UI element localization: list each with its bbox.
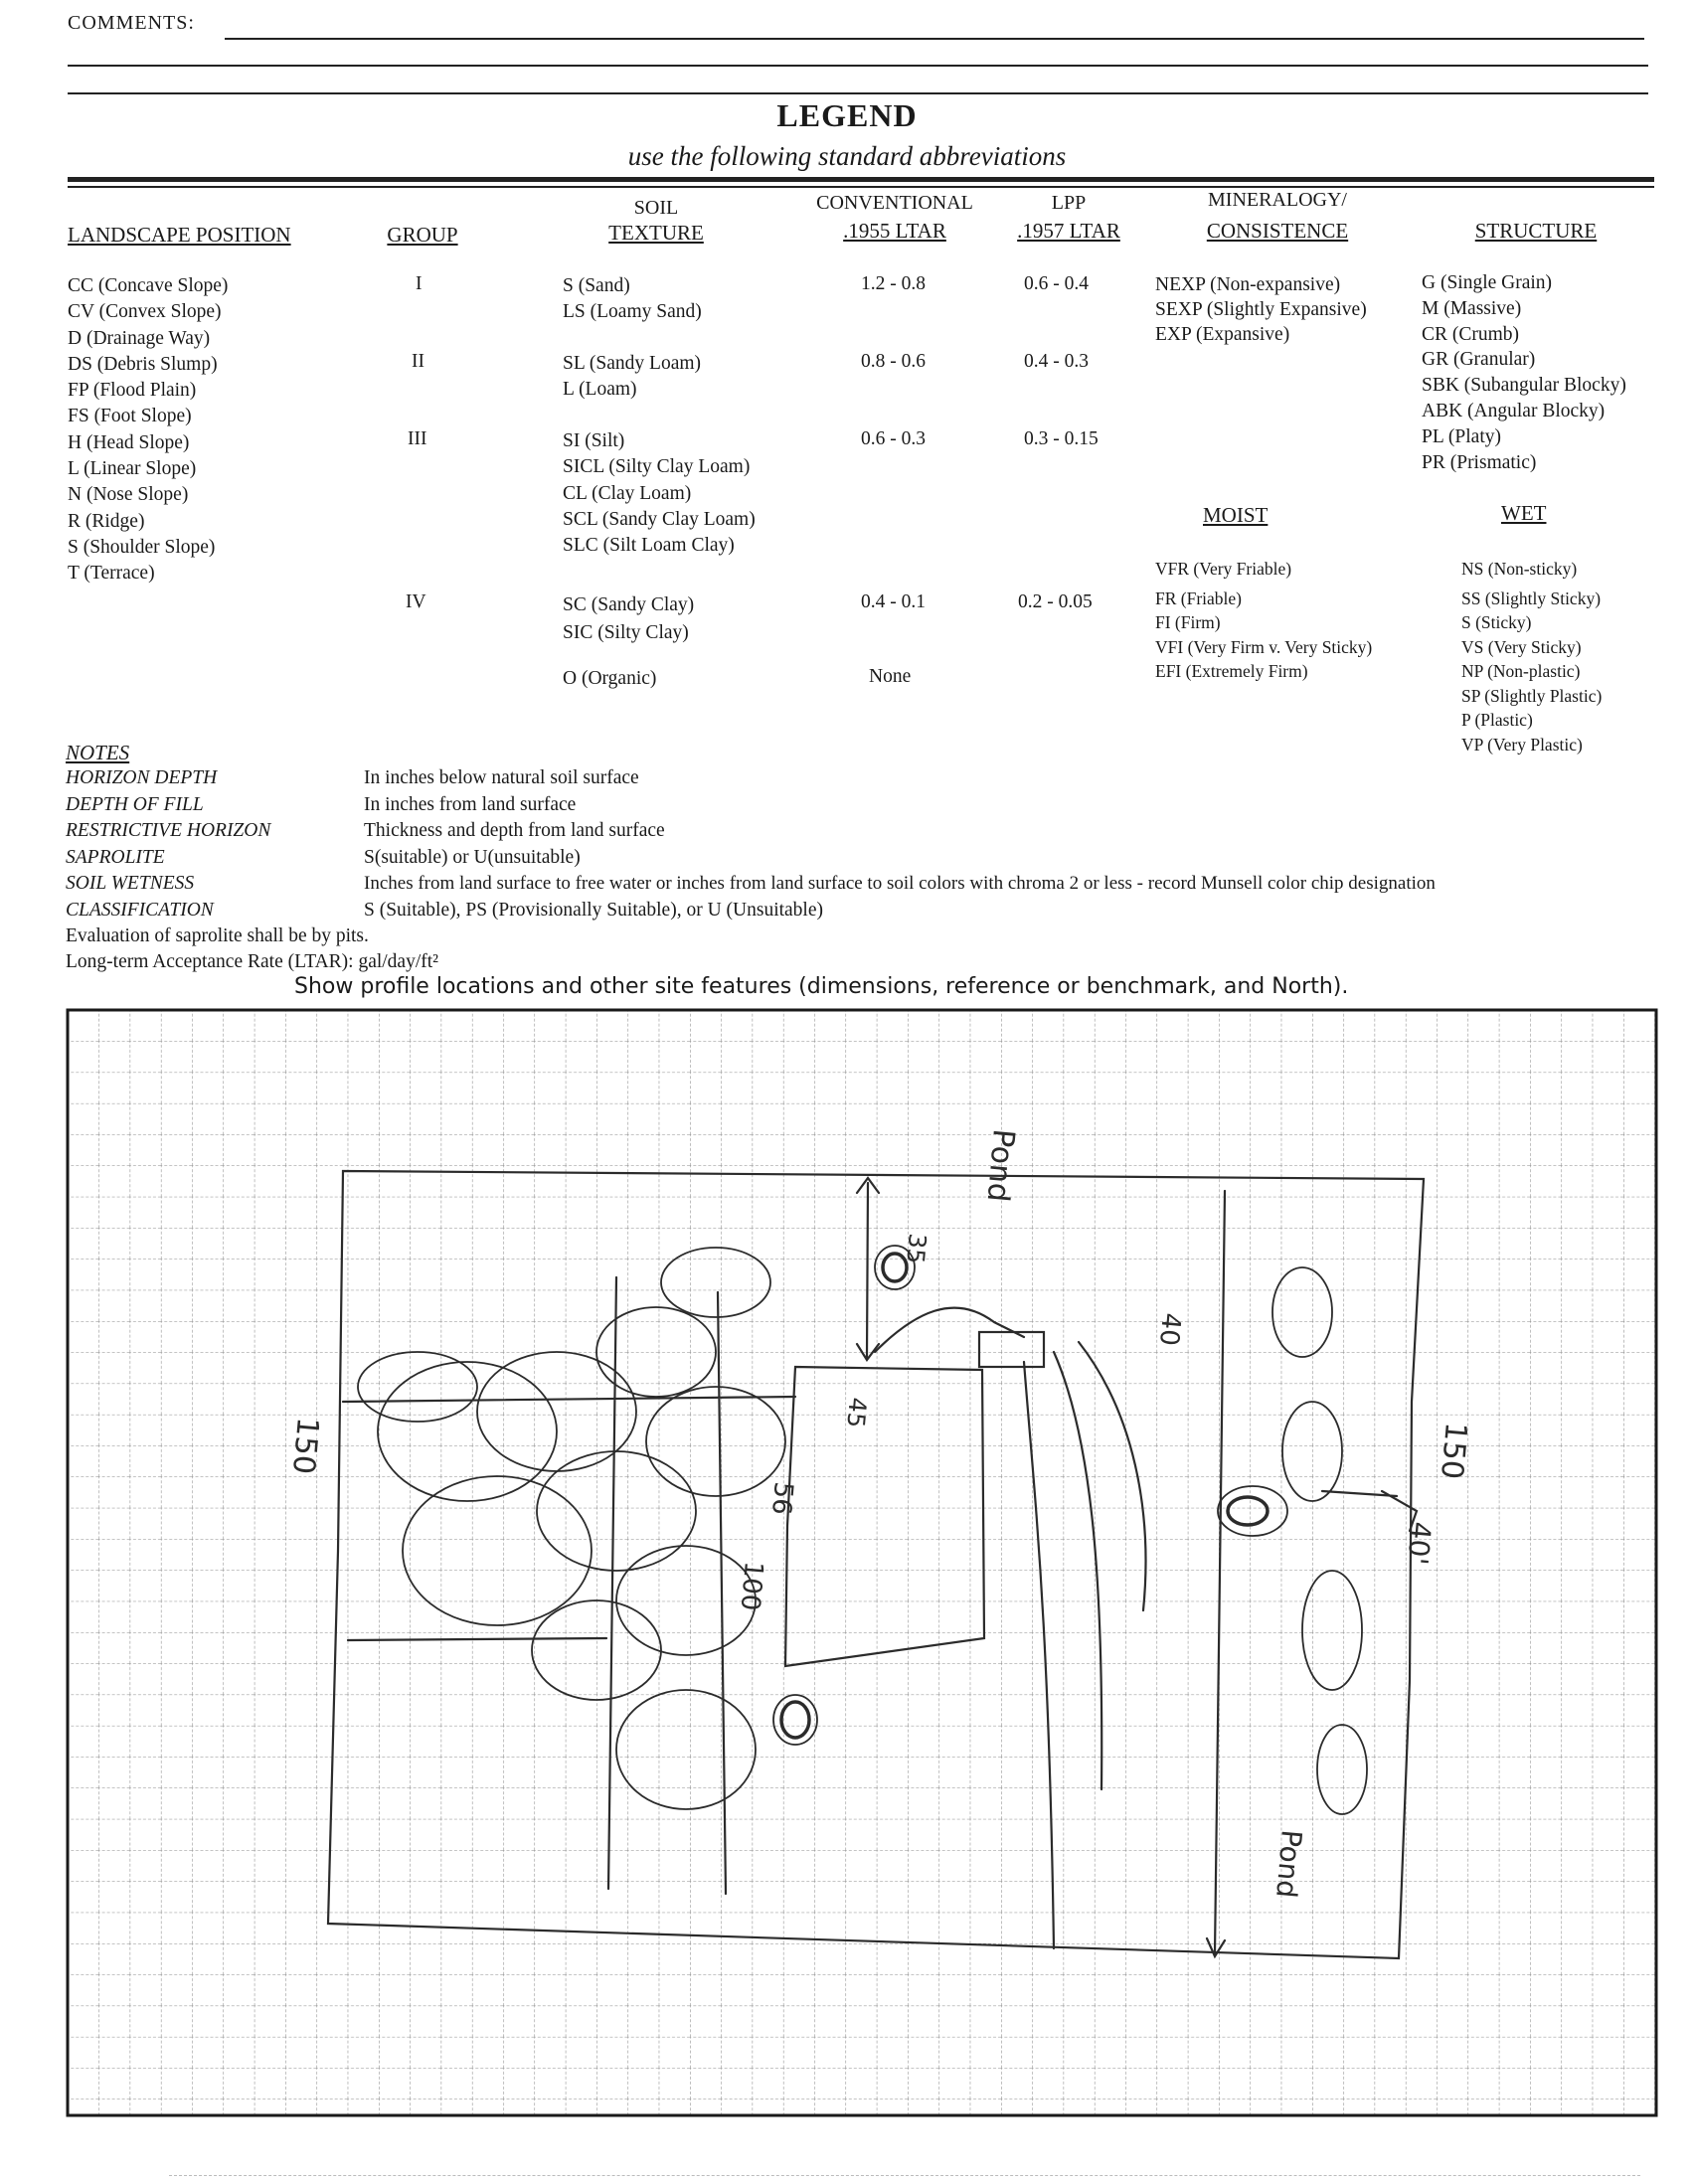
texture-organic: O (Organic) — [563, 668, 657, 689]
list-item: S (Sticky) — [1461, 612, 1532, 632]
note-value-depth-of-fill: In inches from land surface — [364, 793, 577, 815]
conventional-ltar-2: 0.8 - 0.6 — [861, 351, 926, 372]
list-item: CR (Crumb) — [1422, 323, 1520, 345]
list-item: FI (Firm) — [1155, 612, 1221, 632]
list-item: S (Shoulder Slope) — [68, 536, 216, 558]
list-item: LS (Loamy Sand) — [563, 301, 702, 323]
site-instruction: Show profile locations and other site features (dimensions, reference or benchmark, and North). — [294, 974, 1349, 999]
label-35: 35 — [901, 1232, 932, 1265]
legend-subtitle: use the following standard abbreviations — [627, 141, 1067, 171]
header-mineralogy-top: MINERALOGY/ — [1208, 189, 1347, 211]
list-item: D (Drainage Way) — [68, 327, 211, 349]
list-item: SICL (Silty Clay Loam) — [563, 456, 751, 478]
list-item: FP (Flood Plain) — [68, 380, 197, 402]
list-item: PR (Prismatic) — [1422, 451, 1537, 473]
list-item: T (Terrace) — [68, 563, 155, 585]
label-40-right: 40' — [1401, 1520, 1438, 1567]
note-label-saprolite: SAPROLITE — [66, 846, 165, 868]
list-item: SEXP (Slightly Expansive) — [1155, 299, 1367, 320]
header-lpp-top: LPP — [1051, 192, 1087, 214]
list-item: VFR (Very Friable) — [1155, 559, 1292, 579]
list-item: SIC (Silty Clay) — [563, 622, 689, 643]
ltar-note: Long-term Acceptance Rate (LTAR): gal/day/ft² — [66, 951, 439, 972]
header-group: GROUP — [387, 223, 458, 247]
list-item: SBK (Subangular Blocky) — [1422, 375, 1626, 397]
list-item: CC (Concave Slope) — [68, 275, 229, 296]
header-soil-top: SOIL — [633, 197, 679, 219]
list-item: P (Plastic) — [1461, 710, 1533, 730]
list-item: VS (Very Sticky) — [1461, 636, 1582, 657]
group-4: IV — [406, 591, 426, 612]
note-label-horizon-depth: HORIZON DEPTH — [66, 767, 218, 788]
list-item: FR (Friable) — [1155, 588, 1243, 608]
label-100: 100 — [734, 1560, 768, 1612]
list-item: VP (Very Plastic) — [1461, 734, 1583, 755]
header-lpp-ltar: .1957 LTAR — [1017, 219, 1120, 243]
list-item: PL (Platy) — [1422, 425, 1501, 447]
saprolite-note: Evaluation of saprolite shall be by pits. — [66, 925, 369, 946]
list-item: H (Head Slope) — [68, 431, 190, 453]
header-conventional-ltar: .1955 LTAR — [843, 219, 946, 243]
list-item: VFI (Very Firm v. Very Sticky) — [1155, 636, 1373, 657]
list-item: ABK (Angular Blocky) — [1422, 400, 1606, 421]
list-item: SCL (Sandy Clay Loam) — [563, 508, 756, 530]
conventional-ltar-1: 1.2 - 0.8 — [861, 273, 926, 294]
note-value-soil-wetness: Inches from land surface to free water or inches from land surface to soil colors with chroma 2 or less - record Munsell color chip designation — [364, 873, 1436, 894]
list-item: DS (Debris Slump) — [68, 353, 218, 375]
note-value-horizon-depth: In inches below natural soil surface — [364, 767, 639, 788]
header-consistence: CONSISTENCE — [1206, 219, 1349, 243]
list-item: CL (Clay Loam) — [563, 482, 692, 504]
list-item: SI (Silt) — [563, 430, 625, 451]
conventional-ltar-organic: None — [869, 666, 912, 687]
note-value-saprolite: S(suitable) or U(unsuitable) — [364, 846, 581, 868]
group-3: III — [408, 428, 427, 449]
list-item: EXP (Expansive) — [1155, 324, 1290, 345]
conventional-ltar-3: 0.6 - 0.3 — [861, 428, 926, 449]
list-item: SL (Sandy Loam) — [563, 353, 702, 374]
lpp-ltar-1: 0.6 - 0.4 — [1024, 273, 1089, 294]
list-item: CV (Convex Slope) — [68, 301, 222, 323]
lpp-ltar-4: 0.2 - 0.05 — [1018, 591, 1093, 612]
header-moist: MOIST — [1203, 503, 1269, 527]
header-wet: WET — [1501, 501, 1547, 525]
list-item: GR (Granular) — [1422, 349, 1536, 371]
list-item: L (Linear Slope) — [68, 458, 197, 480]
header-soil-texture: TEXTURE — [608, 221, 704, 245]
conventional-ltar-4: 0.4 - 0.1 — [861, 591, 926, 612]
label-150-right: 150 — [1434, 1421, 1473, 1481]
note-value-restrictive-horizon: Thickness and depth from land surface — [364, 820, 665, 841]
lpp-ltar-2: 0.4 - 0.3 — [1024, 351, 1089, 372]
header-structure: STRUCTURE — [1474, 219, 1598, 243]
list-item: NP (Non-plastic) — [1461, 661, 1581, 681]
note-label-restrictive-horizon: RESTRICTIVE HORIZON — [66, 820, 271, 841]
label-40-top: 40 — [1153, 1311, 1186, 1347]
group-2: II — [412, 351, 424, 372]
note-label-classification: CLASSIFICATION — [66, 899, 214, 921]
list-item: EFI (Extremely Firm) — [1155, 661, 1308, 681]
group-1: I — [416, 273, 423, 294]
scan-edge — [169, 2175, 1640, 2177]
notes-title: NOTES — [66, 741, 130, 764]
list-item: S (Sand) — [563, 275, 630, 296]
comments-label: COMMENTS: — [68, 12, 195, 34]
list-item: R (Ridge) — [68, 510, 145, 532]
header-landscape-position: LANDSCAPE POSITION — [68, 223, 291, 247]
list-item: G (Single Grain) — [1422, 272, 1553, 293]
label-56: 56 — [765, 1480, 798, 1516]
label-45: 45 — [841, 1396, 872, 1429]
list-item: SC (Sandy Clay) — [563, 594, 695, 615]
legend-title: LEGEND — [776, 97, 918, 133]
list-item: NEXP (Non-expansive) — [1155, 274, 1341, 295]
list-item: SLC (Silt Loam Clay) — [563, 535, 735, 557]
lpp-ltar-3: 0.3 - 0.15 — [1024, 428, 1099, 449]
list-item: SS (Slightly Sticky) — [1461, 588, 1602, 608]
list-item: NS (Non-sticky) — [1461, 559, 1578, 579]
list-item: L (Loam) — [563, 379, 637, 401]
label-pond-bottom: Pond — [1270, 1828, 1308, 1900]
note-label-soil-wetness: SOIL WETNESS — [66, 873, 195, 894]
label-pond-top: Pond — [979, 1127, 1021, 1204]
header-conventional-top: CONVENTIONAL — [816, 192, 973, 214]
note-label-depth-of-fill: DEPTH OF FILL — [66, 793, 204, 815]
label-150-left: 150 — [285, 1416, 325, 1476]
note-value-classification: S (Suitable), PS (Provisionally Suitable), or U (Unsuitable) — [364, 899, 824, 921]
list-item: SP (Slightly Plastic) — [1461, 685, 1603, 706]
list-item: FS (Foot Slope) — [68, 406, 192, 427]
list-item: M (Massive) — [1422, 297, 1522, 319]
list-item: N (Nose Slope) — [68, 484, 189, 506]
